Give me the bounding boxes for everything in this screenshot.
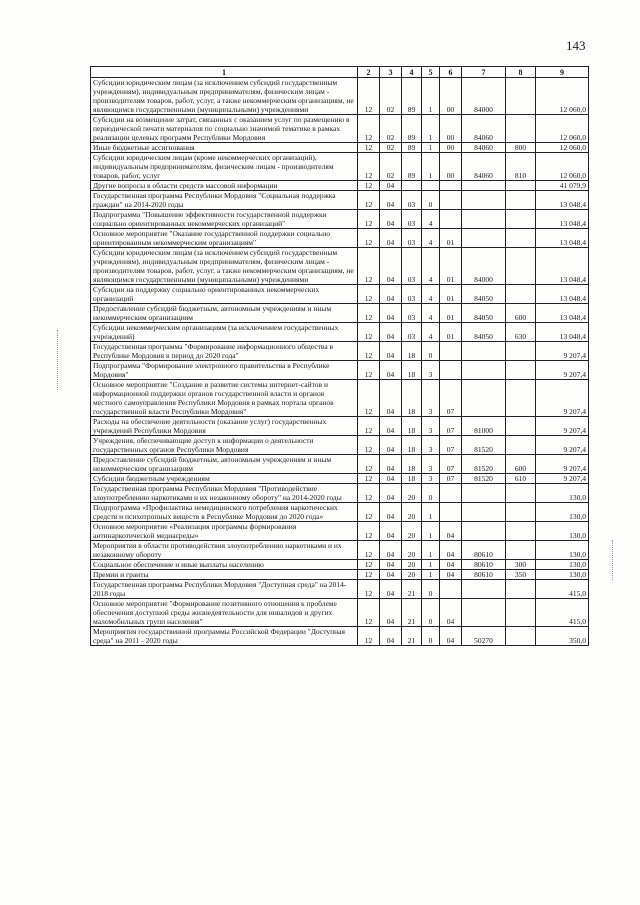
subsection-code-cell: 04 (380, 191, 402, 210)
program-code-cell: 18 (402, 455, 422, 474)
direction-code-cell: 81520 (462, 436, 506, 455)
event-code-cell: 07 (440, 417, 462, 436)
amount-cell: 130,0 (536, 570, 589, 580)
event-code-cell: 07 (440, 455, 462, 474)
table-row (91, 474, 589, 484)
expense-type-cell (506, 436, 536, 455)
program-code-cell (402, 181, 422, 191)
program-code-cell: 89 (402, 153, 422, 181)
event-code-cell: 01 (440, 229, 462, 248)
event-code-cell: 00 (440, 143, 462, 153)
amount-cell: 13 048,4 (536, 191, 589, 210)
direction-code-cell: 84050 (462, 304, 506, 323)
amount-cell: 12 060,0 (536, 115, 589, 143)
direction-code-cell: 84000 (462, 248, 506, 285)
row-name-cell: Подпрограмма "Формирование электронного правительства в Республике Мордовия" (91, 361, 358, 380)
subsection-code-cell: 04 (380, 436, 402, 455)
expense-type-cell: 810 (506, 153, 536, 181)
scan-mark-right (612, 540, 613, 580)
row-name-cell: Предоставление субсидий бюджетным, автономным учреждениям и иным некоммерческим организациям (91, 455, 358, 474)
subsection-code-cell: 04 (380, 417, 402, 436)
expense-type-cell (506, 627, 536, 646)
section-code-cell: 12 (358, 599, 380, 627)
row-name-cell: Государственная программа Республики Мордовия "Социальная поддержка граждан" на 2014-2020 годы (91, 191, 358, 210)
direction-code-cell (462, 191, 506, 210)
row-name-cell: Субсидии юридическим лицам (за исключением субсидий государственным учреждениям), индивидуальным предпринимателям, физическим лицам - производителям товаров, работ, услуг, а также некоммерческим организациям, не являющимся государственными (муниципальными) учреждениями (91, 248, 358, 285)
row-name-cell: Социальное обеспечение и иные выплаты населению (91, 560, 358, 570)
amount-cell: 9 207,4 (536, 474, 589, 484)
table-row (91, 78, 589, 115)
direction-code-cell: 84050 (462, 323, 506, 342)
program-code-cell: 20 (402, 570, 422, 580)
expense-type-cell (506, 181, 536, 191)
section-code-cell: 12 (358, 304, 380, 323)
row-name-cell: Подпрограмма «Профилактика немедицинского потребления наркотических средств и психотропных веществ в Республике Мордовия до 2020 года» (91, 503, 358, 522)
expense-type-cell: 800 (506, 143, 536, 153)
program-code-cell: 21 (402, 599, 422, 627)
subprogram-code-cell: 1 (422, 143, 440, 153)
section-code-cell: 12 (358, 143, 380, 153)
table-row (91, 361, 589, 380)
expense-type-cell (506, 380, 536, 417)
event-code-cell: 07 (440, 436, 462, 455)
direction-code-cell: 80610 (462, 541, 506, 560)
subprogram-code-cell: 1 (422, 522, 440, 541)
section-code-cell: 12 (358, 484, 380, 503)
program-code-cell: 18 (402, 380, 422, 417)
direction-code-cell (462, 599, 506, 627)
direction-code-cell: 84000 (462, 78, 506, 115)
direction-code-cell: 84060 (462, 153, 506, 181)
row-name-cell: Расходы на обеспечение деятельности (оказание услуг) государственных учреждений Республики Мордовия (91, 417, 358, 436)
subprogram-code-cell: 1 (422, 541, 440, 560)
subsection-code-cell: 04 (380, 181, 402, 191)
row-name-cell: Субсидии юридическим лицам (кроме некоммерческих организаций), индивидуальным предпринимателям, физическим лицам - производителям товаров, работ, услуг (91, 153, 358, 181)
subsection-code-cell: 04 (380, 248, 402, 285)
subsection-code-cell: 04 (380, 627, 402, 646)
subprogram-code-cell: 3 (422, 474, 440, 484)
program-code-cell: 03 (402, 210, 422, 229)
table-row (91, 181, 589, 191)
amount-cell: 130,0 (536, 503, 589, 522)
direction-code-cell: 81520 (462, 474, 506, 484)
subprogram-code-cell: 4 (422, 285, 440, 304)
program-code-cell: 03 (402, 323, 422, 342)
program-code-cell: 03 (402, 285, 422, 304)
expense-type-cell (506, 541, 536, 560)
table-row (91, 342, 589, 361)
direction-code-cell (462, 181, 506, 191)
direction-code-cell (462, 484, 506, 503)
event-code-cell (440, 580, 462, 599)
expense-type-cell (506, 210, 536, 229)
table-row (91, 323, 589, 342)
amount-cell: 9 207,4 (536, 342, 589, 361)
program-code-cell: 89 (402, 78, 422, 115)
table-row (91, 484, 589, 503)
section-code-cell: 12 (358, 361, 380, 380)
row-name-cell: Субсидии юридическим лицам (за исключением субсидий государственным учреждениям), индивидуальным предпринимателям, физическим лицам - производителям товаров, работ, услуг, а также некоммерческим организациям, не являющимся государственными (муниципальными) учреждениями (91, 78, 358, 115)
expense-type-cell (506, 599, 536, 627)
row-name-cell: Основное мероприятие "Создание и развитие системы интернет-сайтов и информационной поддержки органов государственной власти и органов местного самоуправления Республики Мордовия в рамках портала органов государственной власти Республики Мордовия" (91, 380, 358, 417)
expense-type-cell (506, 484, 536, 503)
amount-cell: 13 048,4 (536, 323, 589, 342)
column-header: 7 (462, 67, 506, 78)
event-code-cell: 04 (440, 570, 462, 580)
subsection-code-cell: 04 (380, 560, 402, 570)
column-header: 6 (440, 67, 462, 78)
row-name-cell: Премии и гранты (91, 570, 358, 580)
program-code-cell: 03 (402, 248, 422, 285)
column-header: 1 (91, 67, 358, 78)
subsection-code-cell: 04 (380, 342, 402, 361)
column-header: 4 (402, 67, 422, 78)
direction-code-cell (462, 361, 506, 380)
subsection-code-cell: 04 (380, 304, 402, 323)
budget-table (90, 66, 589, 646)
subprogram-code-cell: 4 (422, 304, 440, 323)
subsection-code-cell: 04 (380, 484, 402, 503)
subprogram-code-cell: 4 (422, 210, 440, 229)
section-code-cell: 12 (358, 210, 380, 229)
program-code-cell: 03 (402, 229, 422, 248)
subsection-code-cell: 04 (380, 570, 402, 580)
subprogram-code-cell (422, 181, 440, 191)
program-code-cell: 03 (402, 304, 422, 323)
table-row (91, 503, 589, 522)
section-code-cell: 12 (358, 181, 380, 191)
expense-type-cell: 630 (506, 323, 536, 342)
event-code-cell: 01 (440, 285, 462, 304)
expense-type-cell (506, 115, 536, 143)
row-name-cell: Предоставление субсидий бюджетным, автономным учреждениям и иным некоммерческим организациям (91, 304, 358, 323)
subprogram-code-cell: 4 (422, 248, 440, 285)
program-code-cell: 21 (402, 580, 422, 599)
program-code-cell: 03 (402, 191, 422, 210)
expense-type-cell (506, 285, 536, 304)
section-code-cell: 12 (358, 342, 380, 361)
program-code-cell: 20 (402, 541, 422, 560)
program-code-cell: 18 (402, 342, 422, 361)
expense-type-cell (506, 417, 536, 436)
direction-code-cell: 84050 (462, 285, 506, 304)
section-code-cell: 12 (358, 436, 380, 455)
section-code-cell: 12 (358, 580, 380, 599)
row-name-cell: Субсидии некоммерческим организациям (за исключением государственных учреждений) (91, 323, 358, 342)
table-row (91, 380, 589, 417)
subsection-code-cell: 04 (380, 474, 402, 484)
subsection-code-cell: 04 (380, 229, 402, 248)
section-code-cell: 12 (358, 455, 380, 474)
expense-type-cell (506, 248, 536, 285)
subprogram-code-cell: 0 (422, 599, 440, 627)
subprogram-code-cell: 3 (422, 455, 440, 474)
program-code-cell: 20 (402, 560, 422, 570)
table-row (91, 191, 589, 210)
row-name-cell: Субсидии на поддержку социально ориентированных некоммерческих организаций (91, 285, 358, 304)
program-code-cell: 89 (402, 115, 422, 143)
program-code-cell: 20 (402, 522, 422, 541)
event-code-cell: 01 (440, 248, 462, 285)
direction-code-cell (462, 229, 506, 248)
event-code-cell: 04 (440, 599, 462, 627)
program-code-cell: 18 (402, 361, 422, 380)
row-name-cell: Другие вопросы в области средств массовой информации (91, 181, 358, 191)
direction-code-cell: 80610 (462, 560, 506, 570)
direction-code-cell (462, 210, 506, 229)
subsection-code-cell: 04 (380, 210, 402, 229)
table-row (91, 417, 589, 436)
program-code-cell: 18 (402, 474, 422, 484)
row-name-cell: Субсидии бюджетным учреждениям (91, 474, 358, 484)
direction-code-cell (462, 342, 506, 361)
table-row (91, 570, 589, 580)
section-code-cell: 12 (358, 380, 380, 417)
table-body (91, 78, 589, 646)
subsection-code-cell: 04 (380, 455, 402, 474)
direction-code-cell (462, 580, 506, 599)
subprogram-code-cell: 4 (422, 229, 440, 248)
section-code-cell: 12 (358, 541, 380, 560)
section-code-cell: 12 (358, 627, 380, 646)
section-code-cell: 12 (358, 560, 380, 570)
expense-type-cell (506, 191, 536, 210)
subsection-code-cell: 04 (380, 285, 402, 304)
event-code-cell: 07 (440, 474, 462, 484)
subsection-code-cell: 04 (380, 599, 402, 627)
expense-type-cell (506, 361, 536, 380)
subsection-code-cell: 04 (380, 380, 402, 417)
amount-cell: 415,0 (536, 580, 589, 599)
amount-cell: 415,0 (536, 599, 589, 627)
table-row (91, 248, 589, 285)
subsection-code-cell: 02 (380, 78, 402, 115)
section-code-cell: 12 (358, 285, 380, 304)
subprogram-code-cell: 3 (422, 380, 440, 417)
section-code-cell: 12 (358, 417, 380, 436)
page-number: 143 (566, 38, 586, 53)
column-header: 2 (358, 67, 380, 78)
subprogram-code-cell: 0 (422, 342, 440, 361)
scan-mark-left (57, 330, 58, 390)
program-code-cell: 20 (402, 503, 422, 522)
row-name-cell: Мероприятия в области противодействия злоупотреблению наркотиками и их незаконному обороту (91, 541, 358, 560)
subsection-code-cell: 02 (380, 143, 402, 153)
subprogram-code-cell: 1 (422, 560, 440, 570)
event-code-cell (440, 191, 462, 210)
table-row (91, 210, 589, 229)
amount-cell: 13 048,4 (536, 229, 589, 248)
subprogram-code-cell: 0 (422, 484, 440, 503)
table-row (91, 436, 589, 455)
subprogram-code-cell: 0 (422, 580, 440, 599)
direction-code-cell (462, 522, 506, 541)
expense-type-cell (506, 78, 536, 115)
event-code-cell: 04 (440, 522, 462, 541)
subprogram-code-cell: 1 (422, 115, 440, 143)
program-code-cell: 18 (402, 417, 422, 436)
amount-cell: 350,0 (536, 627, 589, 646)
direction-code-cell (462, 503, 506, 522)
expense-type-cell: 600 (506, 455, 536, 474)
table-header-row (91, 67, 589, 78)
program-code-cell: 21 (402, 627, 422, 646)
section-code-cell: 12 (358, 229, 380, 248)
table-row (91, 229, 589, 248)
program-code-cell: 18 (402, 436, 422, 455)
amount-cell: 41 079,9 (536, 181, 589, 191)
table-row (91, 627, 589, 646)
event-code-cell: 01 (440, 323, 462, 342)
amount-cell: 9 207,4 (536, 436, 589, 455)
subprogram-code-cell: 1 (422, 503, 440, 522)
event-code-cell (440, 181, 462, 191)
expense-type-cell: 300 (506, 560, 536, 570)
direction-code-cell: 84060 (462, 115, 506, 143)
table-row (91, 143, 589, 153)
event-code-cell: 04 (440, 627, 462, 646)
row-name-cell: Государственная программа Республики Мордовия "Противодействие злоупотреблению наркотиками и их незаконному обороту" на 2014-2020 годы (91, 484, 358, 503)
table-row (91, 560, 589, 570)
subsection-code-cell: 04 (380, 522, 402, 541)
amount-cell: 9 207,4 (536, 380, 589, 417)
subprogram-code-cell: 1 (422, 78, 440, 115)
amount-cell: 12 060,0 (536, 78, 589, 115)
event-code-cell: 04 (440, 560, 462, 570)
amount-cell: 13 048,4 (536, 285, 589, 304)
section-code-cell: 12 (358, 153, 380, 181)
section-code-cell: 12 (358, 248, 380, 285)
amount-cell: 9 207,4 (536, 455, 589, 474)
section-code-cell: 12 (358, 78, 380, 115)
event-code-cell (440, 484, 462, 503)
expense-type-cell (506, 580, 536, 599)
section-code-cell: 12 (358, 522, 380, 541)
amount-cell: 12 060,0 (536, 153, 589, 181)
row-name-cell: Иные бюджетные ассигнования (91, 143, 358, 153)
event-code-cell (440, 361, 462, 380)
row-name-cell: Государственная программа Республики Мордовия "Доступная среда" на 2014-2018 годы (91, 580, 358, 599)
section-code-cell: 12 (358, 115, 380, 143)
event-code-cell: 00 (440, 153, 462, 181)
column-header: 8 (506, 67, 536, 78)
section-code-cell: 12 (358, 474, 380, 484)
expense-type-cell (506, 342, 536, 361)
amount-cell: 9 207,4 (536, 361, 589, 380)
amount-cell: 130,0 (536, 541, 589, 560)
row-name-cell: Основное мероприятие "Формирование позитивного отношения к проблеме обеспечения доступной среды жизнедеятельности для инвалидов и других маломобильных групп населения" (91, 599, 358, 627)
subprogram-code-cell: 0 (422, 627, 440, 646)
subsection-code-cell: 02 (380, 115, 402, 143)
amount-cell: 13 048,4 (536, 304, 589, 323)
expense-type-cell (506, 229, 536, 248)
column-header: 5 (422, 67, 440, 78)
direction-code-cell: 81000 (462, 417, 506, 436)
expense-type-cell: 600 (506, 304, 536, 323)
subsection-code-cell: 02 (380, 153, 402, 181)
section-code-cell: 12 (358, 570, 380, 580)
table-row (91, 455, 589, 474)
event-code-cell: 07 (440, 380, 462, 417)
subsection-code-cell: 04 (380, 541, 402, 560)
event-code-cell: 00 (440, 115, 462, 143)
amount-cell: 9 207,4 (536, 417, 589, 436)
row-name-cell: Государственная программа "Формирование информационного общества в Республике Мордовия в период до 2020 года" (91, 342, 358, 361)
amount-cell: 12 060,0 (536, 143, 589, 153)
section-code-cell: 12 (358, 503, 380, 522)
subprogram-code-cell: 4 (422, 323, 440, 342)
column-header: 3 (380, 67, 402, 78)
row-name-cell: Основное мероприятие "Оказание государственной поддержки социально ориентированным некоммерческим организациям" (91, 229, 358, 248)
amount-cell: 130,0 (536, 484, 589, 503)
table-row (91, 153, 589, 181)
direction-code-cell (462, 380, 506, 417)
row-name-cell: Мероприятия государственной программы Российской Федерации "Доступная среда" на 2011 - 2020 годы (91, 627, 358, 646)
direction-code-cell: 80610 (462, 570, 506, 580)
amount-cell: 13 048,4 (536, 248, 589, 285)
row-name-cell: Субсидии на возмещение затрат, связанных с оказанием услуг по размещению в периодической печати материалов по социально значимой тематике в рамках реализации целевых программ Республики Мордовия (91, 115, 358, 143)
subsection-code-cell: 04 (380, 503, 402, 522)
event-code-cell (440, 503, 462, 522)
row-name-cell: Подпрограмма "Повышение эффективности государственной поддержки социально ориентированных некоммерческих организаций" (91, 210, 358, 229)
amount-cell: 13 048,4 (536, 210, 589, 229)
table-row (91, 522, 589, 541)
amount-cell: 130,0 (536, 522, 589, 541)
program-code-cell: 89 (402, 143, 422, 153)
event-code-cell (440, 342, 462, 361)
table-row (91, 304, 589, 323)
table-row (91, 541, 589, 560)
section-code-cell: 12 (358, 323, 380, 342)
direction-code-cell: 50270 (462, 627, 506, 646)
event-code-cell (440, 210, 462, 229)
event-code-cell: 00 (440, 78, 462, 115)
table-row (91, 115, 589, 143)
row-name-cell: Учреждения, обеспечивающие доступ к информации о деятельности государственных органов Республики Мордовия (91, 436, 358, 455)
table-row (91, 599, 589, 627)
subsection-code-cell: 04 (380, 323, 402, 342)
section-code-cell: 12 (358, 191, 380, 210)
table-row (91, 580, 589, 599)
program-code-cell: 20 (402, 484, 422, 503)
direction-code-cell: 84060 (462, 143, 506, 153)
subprogram-code-cell: 1 (422, 570, 440, 580)
amount-cell: 130,0 (536, 560, 589, 570)
subprogram-code-cell: 3 (422, 361, 440, 380)
event-code-cell: 01 (440, 304, 462, 323)
table-row (91, 285, 589, 304)
direction-code-cell: 81520 (462, 455, 506, 474)
event-code-cell: 04 (440, 541, 462, 560)
expense-type-cell: 610 (506, 474, 536, 484)
subprogram-code-cell: 1 (422, 153, 440, 181)
expense-type-cell (506, 503, 536, 522)
subsection-code-cell: 04 (380, 580, 402, 599)
row-name-cell: Основное мероприятие «Реализация программы формирования антинаркотической медиасреды» (91, 522, 358, 541)
column-header: 9 (536, 67, 589, 78)
subprogram-code-cell: 3 (422, 417, 440, 436)
subprogram-code-cell: 0 (422, 191, 440, 210)
expense-type-cell (506, 522, 536, 541)
expense-type-cell: 350 (506, 570, 536, 580)
subsection-code-cell: 04 (380, 361, 402, 380)
subprogram-code-cell: 3 (422, 436, 440, 455)
